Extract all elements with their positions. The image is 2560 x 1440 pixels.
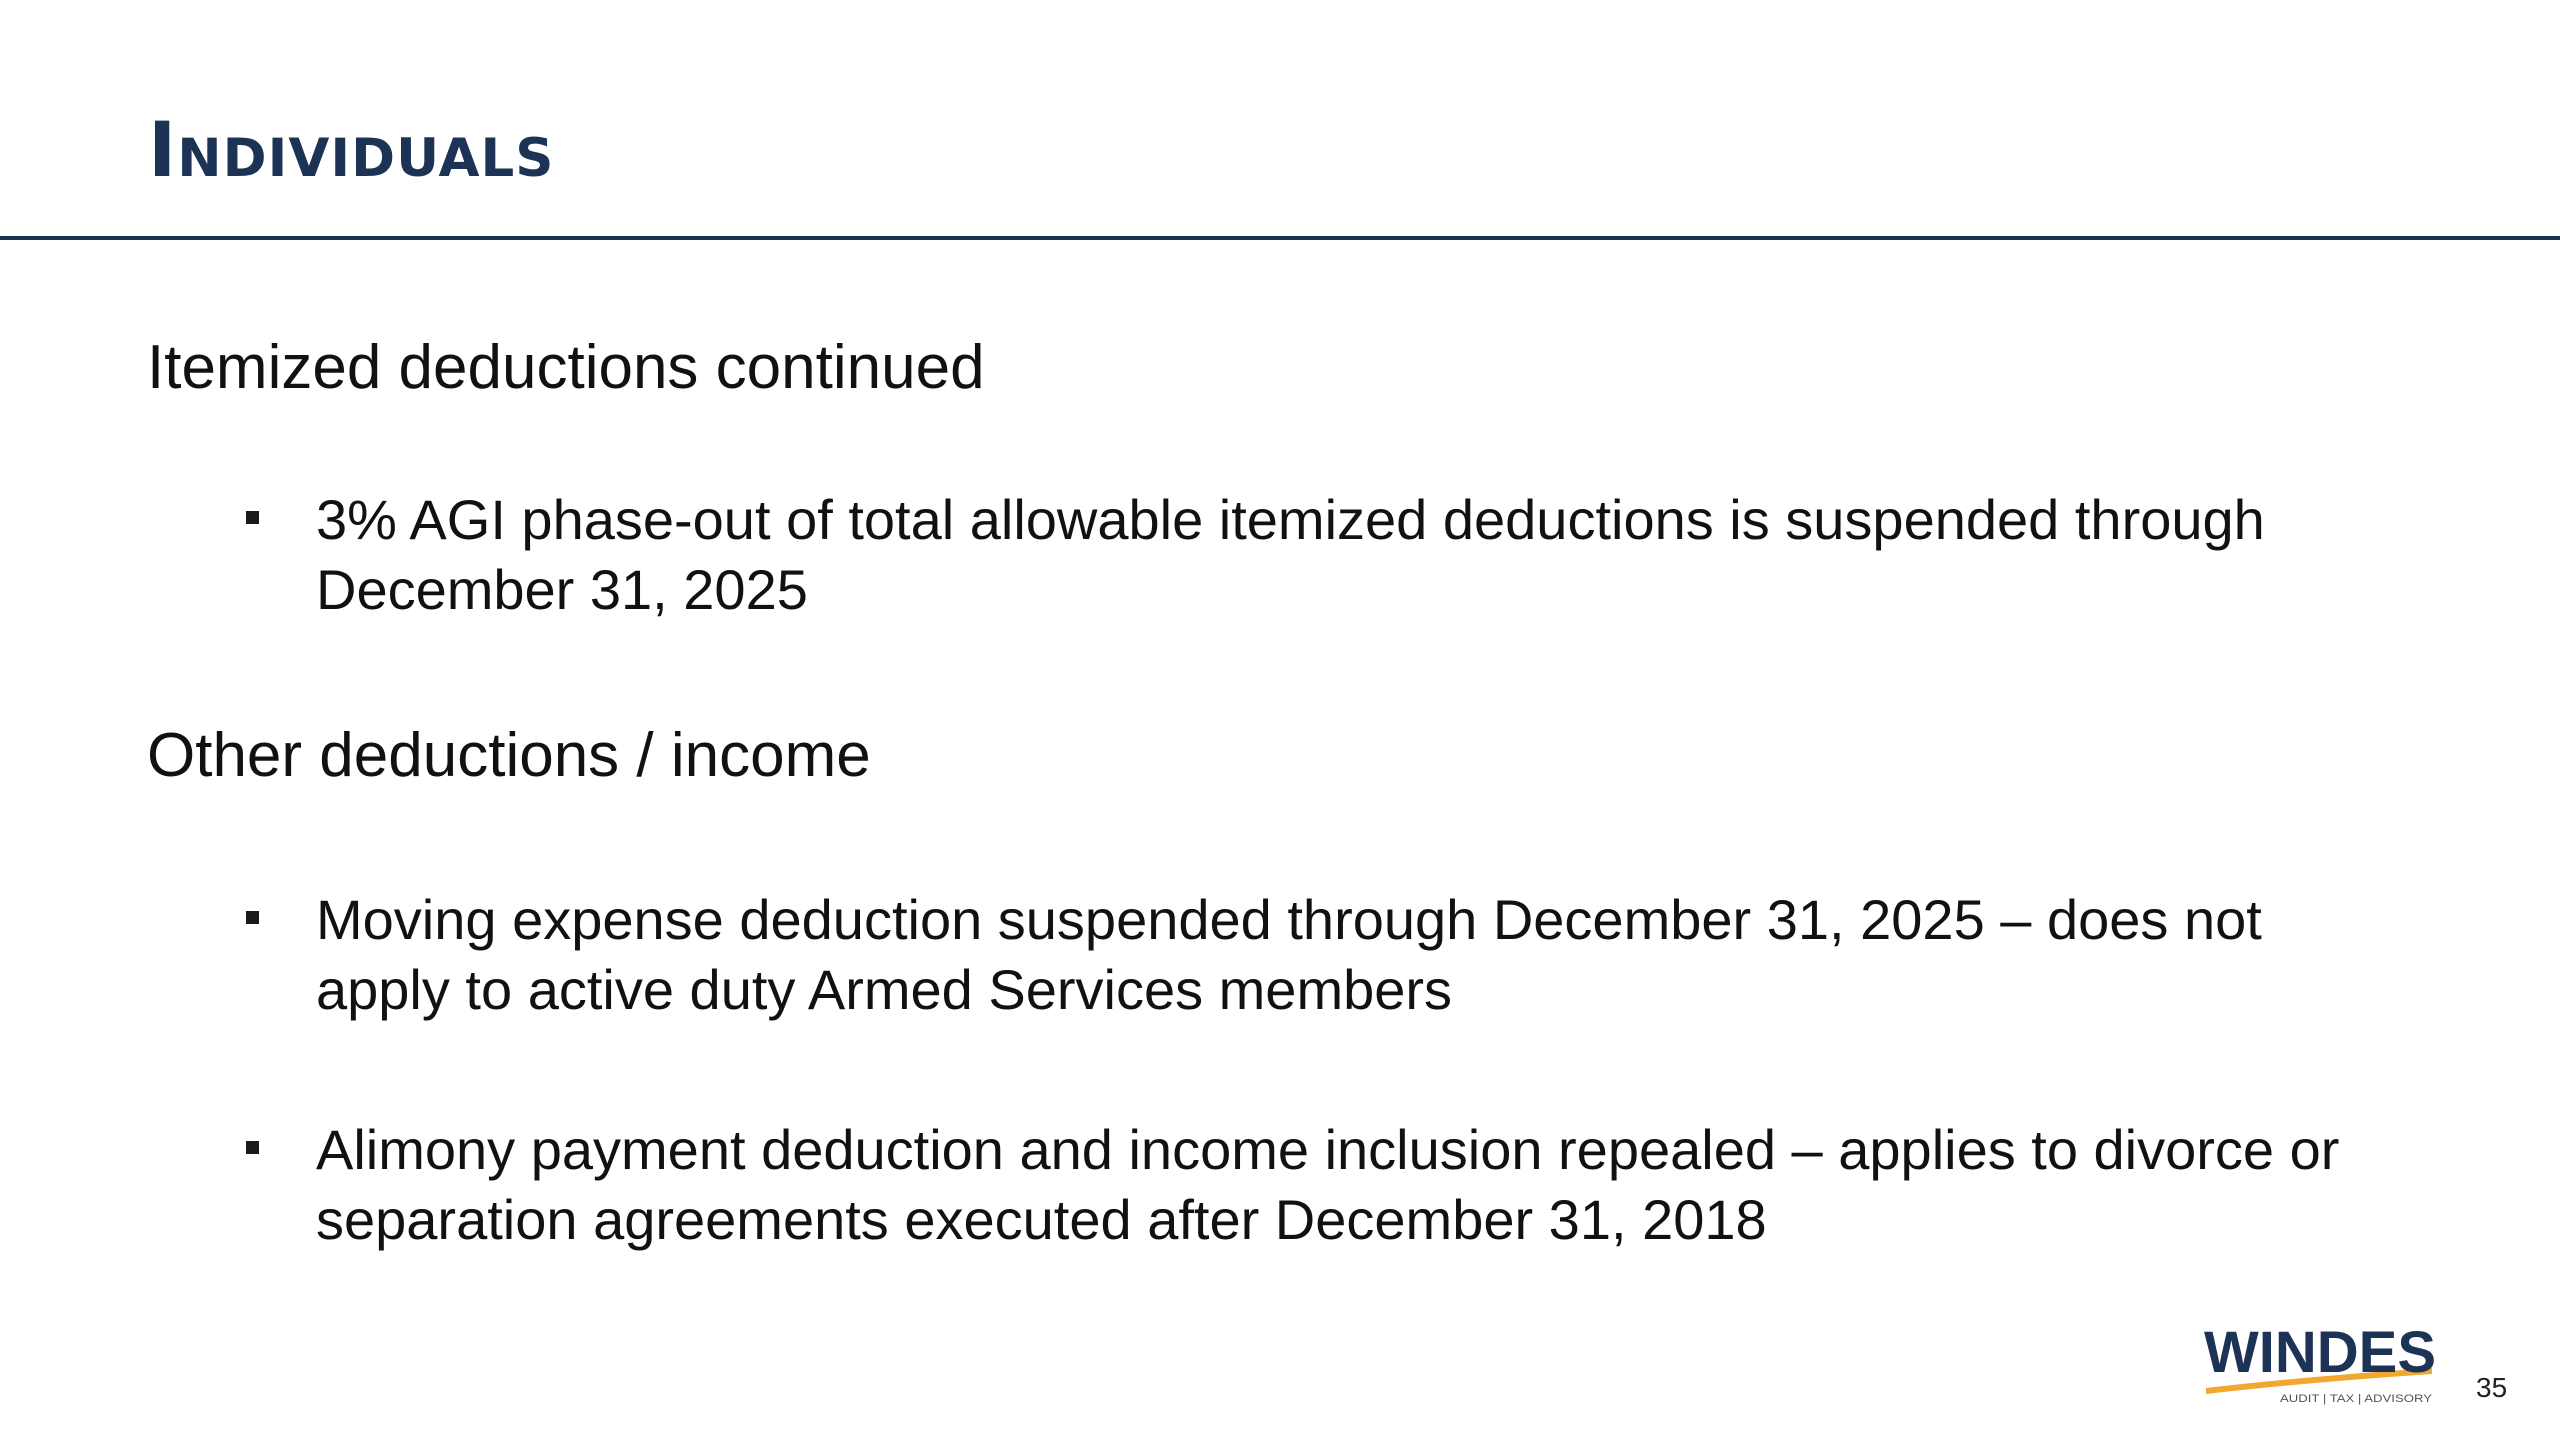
page-number: 35 bbox=[2476, 1372, 2508, 1403]
bullet-text: Alimony payment deduction and income inclusion repealed – applies to divorce or separation agreements executed after December 31, 2018 bbox=[316, 1118, 2340, 1251]
bullet-item bbox=[246, 1115, 2396, 1255]
square-bullet-icon bbox=[246, 911, 259, 924]
slide-title: Individuals bbox=[148, 105, 555, 194]
section-heading-other-deductions: Other deductions / income bbox=[147, 721, 871, 790]
square-bullet-icon bbox=[246, 1141, 259, 1154]
bullet-text: 3% AGI phase-out of total allowable itemized deductions is suspended through December 31, 2025 bbox=[316, 488, 2265, 621]
square-bullet-icon bbox=[246, 511, 259, 524]
bullet-item bbox=[246, 885, 2396, 1025]
section-heading-itemized-deductions: Itemized deductions continued bbox=[147, 333, 985, 402]
bullet-item bbox=[246, 485, 2396, 625]
windes-logo bbox=[2200, 1316, 2440, 1406]
title-divider bbox=[0, 236, 2560, 240]
logo-wordmark: WINDES bbox=[2204, 1320, 2436, 1385]
logo-tagline: AUDIT | TAX | ADVISORY bbox=[2280, 1393, 2433, 1405]
bullet-text: Moving expense deduction suspended through December 31, 2025 – does not apply to active duty Armed Services members bbox=[316, 888, 2262, 1021]
